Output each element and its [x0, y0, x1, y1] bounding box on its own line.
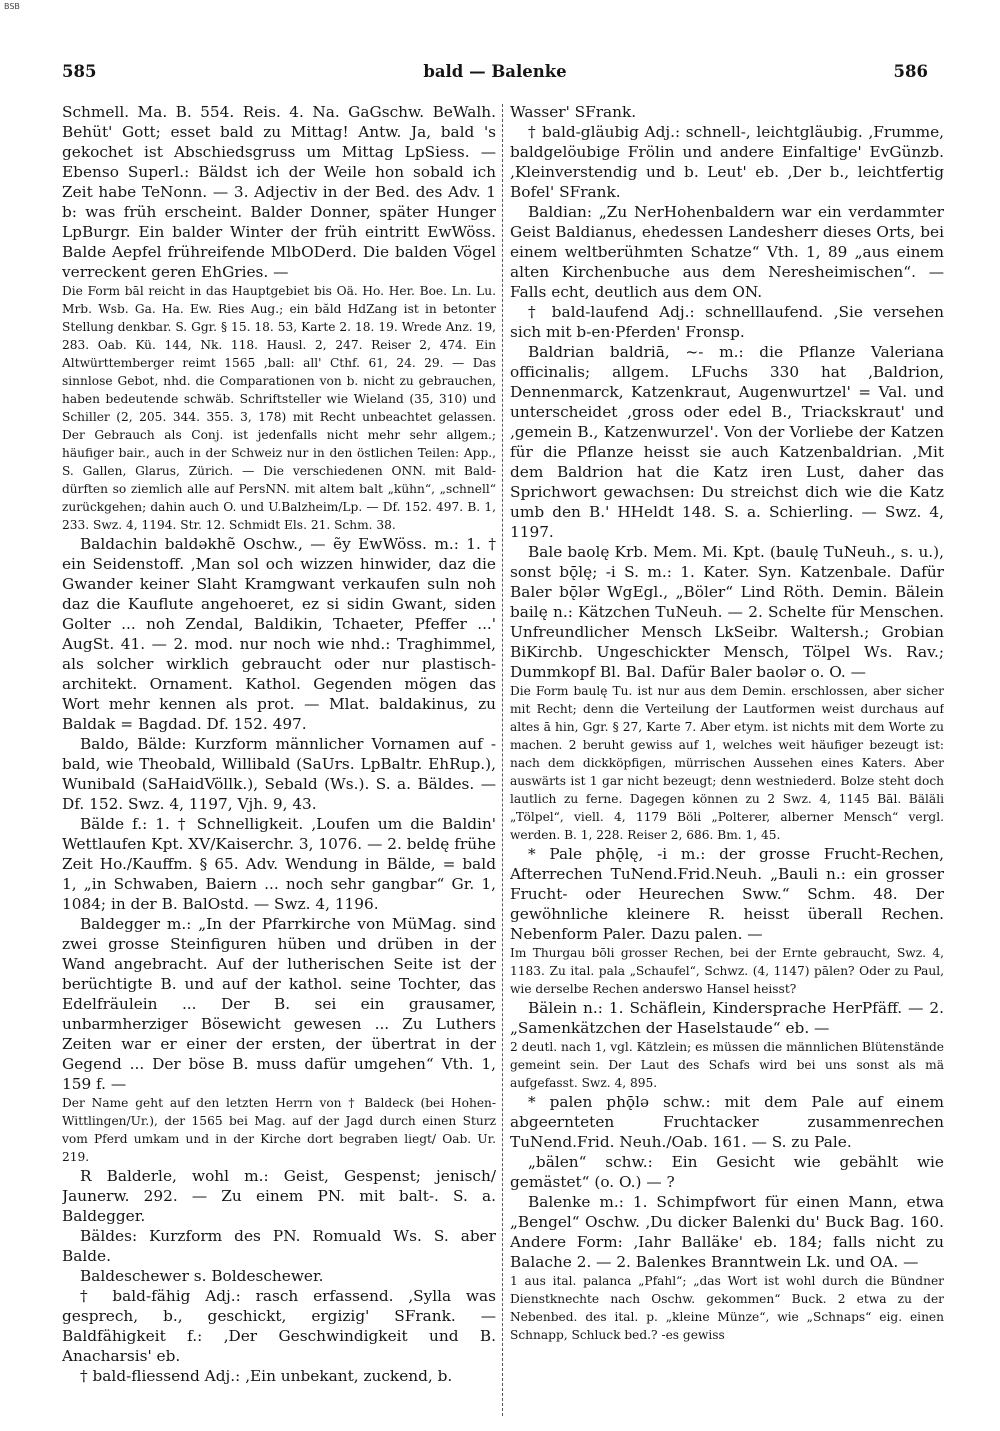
entry-note: 2 deutl. nach 1, vgl. Kätzlein; es müssen die männlichen Blütenstände gemeint sein. Der Laut des Schafs wird bei uns sonst als mä aufgefasst. Swz. 4, 895. [510, 1040, 944, 1090]
entry-palen: * palen phǭlə schw.: mit dem Pale auf einem abgeernteten Fruchtacker zusammenrechen TuNend.Frid. Neuh./Oab. 161. — S. zu Pale. [510, 1093, 944, 1151]
library-stamp: BSB [4, 2, 20, 11]
entry-bald-faehig: † bald-fähig Adj.: rasch erfassend. ‚Sylla was gesprech, b., geschickt, ergizig' SFrank. — Baldfähigkeit f.: ‚Der Geschwindigkeit und B. Anacharsis' eb. [62, 1287, 496, 1365]
right-column [510, 102, 944, 1418]
entry-baldeschewer: Baldeschewer s. Boldeschewer. [80, 1267, 324, 1285]
entry-baelein: Bälein n.: 1. Schäflein, Kindersprache HerPfäff. — 2. „Samenkätzchen der Haselstaude“ eb. — [510, 999, 944, 1037]
entry-note: Der Name geht auf den letzten Herrn von † Baldeck (bei Hohen-Wittlingen/Ur.), der 1565 bei Mag. auf der Jagd durch einen Sturz vom Pferd umkam und in der Kirche dort begraben liegt/ Oab. Ur. 219. [62, 1096, 496, 1164]
entry-baelen: „bälen“ schw.: Ein Gesicht wie gebählt wie gemästet“ (o. O.) — ? [510, 1153, 944, 1191]
entry-baldegger: Baldegger m.: „In der Pfarrkirche von MüMag. sind zwei grosse Steinfiguren hüben und drüben in der Wand angebracht. Auf der lutherischen Seite ist der berüchtigte B. und auf der kathol. seine Tochter, das Edelfräulein ... Der B. sei ein grausamer, unbarmherziger Bösewicht gewesen ... Zu Luthers Zeiten war er einer der ersten, der übertrat in der Gegend ... Der böse B. muss dafür umgehen“ Vth. 1, 159 f. — [62, 915, 496, 1093]
entry-pale: * Pale phǭlę, -i m.: der grosse Frucht-Rechen, Afterrechen TuNend.Frid.Neuh. „Bauli n.: ein grosser Frucht- oder Heurechen Sww.“ Schm. 48. Der gewöhnliche kleinere R. heisst überall Rechen. Nebenform Paler. Dazu palen. — [510, 845, 944, 943]
running-title: bald — Balenke [423, 62, 567, 81]
entry-text: Wasser' SFrank. [510, 103, 637, 121]
entry-note: Die Form baulę Tu. ist nur aus dem Demin. erschlossen, aber sicher mit Recht; denn die Verteilung der Lautformen weist durchaus auf altes ā hin, Ggr. § 27, Karte 7. Aber etym. ist nichts mit dem Worte zu machen. 2 beruht gewiss auf 1, welches weit häufiger bezeugt ist: nach dem dickköpfigen, mürrischen Aussehen eines Katers. Aber auswärts ist 1 gar nicht bezeugt; denn westniederd. Bolze steht doch lautlich zu ferne. Dagegen können zu 2 Swz. 4, 1145 Bāl. Bäläli „Tölpel“, viell. 4, 1179 Böli „Polterer, alberner Mensch“ vergl. werden. B. 1, 228. Reiser 2, 686. Bm. 1, 45. [510, 684, 944, 842]
entry-baeldes: Bäldes: Kurzform des PN. Romuald Ws. S. aber Balde. [62, 1227, 496, 1265]
entry-balderle: R Balderle, wohl m.: Geist, Gespenst; jenisch/ Jaunerw. 292. — Zu einem PN. mit balt-. S. a. Baldegger. [62, 1167, 496, 1225]
entry-bald-fliessend: † bald-fliessend Adj.: ‚Ein unbekant, zuckend, b. [80, 1367, 453, 1385]
entry-bald-glaeubig: † bald-gläubig Adj.: schnell-, leichtgläubig. ‚Frumme, baldgelöubige Frölin und andere Einfaltige' EvGünzb. ‚Kleinverstendig und b. Leut' eb. ‚Der b., leichtfertig Bofel' SFrank. [510, 123, 944, 201]
entry-baldian: Baldian: „Zu NerHohenbaldern war ein verdammter Geist Baldianus, ehedessen Landesherr dieses Orts, bei einem weltberühmten Schatze“ Vth. 1, 89 „aus einem alten Kirchenbuche aus dem Neresheimischen“. — Falls echt, deutlich aus dem ON. [510, 203, 944, 301]
entry-bale: Bale baolę Krb. Mem. Mi. Kpt. (baulę TuNeuh., s. u.), sonst bǭlę; -i S. m.: 1. Kater. Syn. Katzenbale. Dafür Baler bǭlər WgEgl., „Böler“ Lind Röth. Demin. Bälein bailę n.: Kätzchen TuNeuh. — 2. Schelte für Menschen. Unfreundlicher Mensch LkSeibr. Waltersh.; Grobian BiKirchb. Ungeschickter Mensch, Tölpel Ws. Rav.; Dummkopf Bl. Bal. Dafür Baler baolər o. O. — [510, 543, 944, 681]
entry-baldachin: Baldachin baldəkhẽ Oschw., — ẽy EwWöss. m.: 1. † ein Seidenstoff. ‚Man sol och wizzen hinwider, daz die Gwander keiner Slaht Kramgwant verkaufen suln noh daz die Kauflute angehoeret, ez si sidin Gwant, siden Golter ... noh Zendal, Baldikin, Tchaeter, Pfeffer ...' AugSt. 41. — 2. mod. nur noch wie nhd.: Traghimmel, als solcher wirklich gebraucht oder nur plastisch-architekt. Ornament. Kathol. Gegenden mögen das Wort mehr kennen als prot. — Mlat. baldakinus, zu Baldak = Bagdad. Df. 152. 497. [62, 535, 496, 733]
entry-text: Schmell. Ma. B. 554. Reis. 4. Na. GaGschw. BeWalh. Behüt' Gott; esset bald zu Mittag! Antw. Ja, bald 's gekochet ist Abschiedsgruss um Mittag LpSiess. — Ebenso Superl.: Bäldst ich der Weile hon sobald ich Zeit habe TeNonn. — 3. Adjectiv in der Bed. des Adv. 1 b: was früh erscheint. Balder Donner, später Hunger LpBurgr. Ein balder Winter der früh eintritt EwWöss. Balde Aepfel frühreifende MlbODerd. Die balden Vögel verreckent geren EhGries. — [62, 103, 496, 281]
entry-baelde: Bälde f.: 1. † Schnelligkeit. ‚Loufen um die Baldin' Wettlaufen Kpt. XV/Kaiserchr. 3, 1076. — 2. beldę frühe Zeit Ho./Kauffm. § 65. Adv. Wendung in Bälde, = bald 1, „in Schwaben, Baiern ... noch sehr gangbar“ Gr. 1, 1084; in der B. BalOstd. — Swz. 4, 1196. [62, 815, 496, 913]
entry-note: Im Thurgau bōli grosser Rechen, bei der Ernte gebraucht, Swz. 4, 1183. Zu ital. pala „Schaufel“, Schwz. (4, 1147) pālen? Oder zu Paul, wie derselbe Rechen anderswo Hansel heisst? [510, 946, 944, 996]
entry-balenke: Balenke m.: 1. Schimpfwort für einen Mann, etwa „Bengel“ Oschw. ‚Du dicker Balenki du' Buck Bag. 160. Andere Form: ‚Iahr Balläke' eb. 184; falls nicht zu Balache 2. — 2. Balenkes Branntwein Lk. und OA. — [510, 1193, 944, 1271]
entry-note: Die Form bāl reicht in das Hauptgebiet bis Oä. Ho. Her. Boe. Ln. Lu. Mrb. Wsb. Ga. Ha. Ew. Ries Aug.; ein băld HdZang ist in betonter Stellung denkbar. S. Ggr. § 15. 18. 53, Karte 2. 18. 19. Wrede Anz. 19, 283. Oab. Kü. 144, Nk. 118. Hausl. 2, 247. Reiser 2, 474. Ein Altwürttemberger reimt 1565 ‚ball: all' Cthf. 61, 24. 29. — Das sinnlose Gebot, nhd. die Comparationen von b. nicht zu gebrauchen, haben bedeutende schwäb. Schriftsteller wie Wieland (35, 310) und Schiller (2, 205. 344. 355. 3, 178) mit Recht unbeachtet gelassen. Der Gebrauch als Conj. ist jedenfalls nicht mehr sehr allgem.; häufiger bair., auch in der Schweiz nur in den östlichen Teilen: App., S. Gallen, Glarus, Zürich. — Die verschiedenen ONN. mit Bald- dürften so ziemlich alle auf PersNN. mit altem balt „kühn“, „schnell“ zurückgehen; dahin auch O. und U.Balzheim/Lp. — Df. 152. 497. B. 1, 233. Swz. 4, 1194. Str. 12. Schmidt Els. 21. Schm. 38. [62, 284, 496, 532]
running-header [62, 62, 928, 88]
left-column [62, 102, 496, 1418]
entry-baldrian: Baldrian baldriā, ~- m.: die Pflanze Valeriana officinalis; allgem. LFuchs 330 hat ‚Baldrion, Dennenmarck, Katzenkraut, Augenwurtzel' = Val. und unterscheidet ‚gross oder edel B., Triackskraut' und ‚gemein B., Katzenwurzel'. Von der Vorliebe der Katzen für die Pflanze heisst sie auch Katzenbaldrian. ‚Mit dem Baldrion hat die Katz iren Lust, daher das Sprichwort gewachsen: Du streichst dich wie die Katz umb den B.' HHeldt 148. S. a. Schierling. — Swz. 4, 1197. [510, 343, 944, 541]
entry-note: 1 aus ital. palanca „Pfahl“; „das Wort ist wohl durch die Bündner Dienstknechte nach Oschw. gekommen“ Buck. 2 etwa zu der Nebenbed. des ital. p. „kleine Münze“, wie „Schnaps“ eig. einen Schnapp, Schluck bed.? -es gewiss [510, 1274, 944, 1342]
page-number-right: 586 [893, 62, 928, 81]
column-divider [502, 104, 503, 1416]
entry-baldo: Baldo, Bälde: Kurzform männlicher Vornamen auf -bald, wie Theobald, Willibald (SaUrs. LpBaltr. EhRup.), Wunibald (SaHaidVöllk.), Sebald (Ws.). S. a. Bäldes. — Df. 152. Swz. 4, 1197, Vjh. 9, 43. [62, 735, 496, 813]
entry-bald-laufend: † bald-laufend Adj.: schnelllaufend. ‚Sie versehen sich mit b-en·Pferden' Fronsp. [510, 303, 944, 341]
page-number-left: 585 [62, 62, 97, 81]
